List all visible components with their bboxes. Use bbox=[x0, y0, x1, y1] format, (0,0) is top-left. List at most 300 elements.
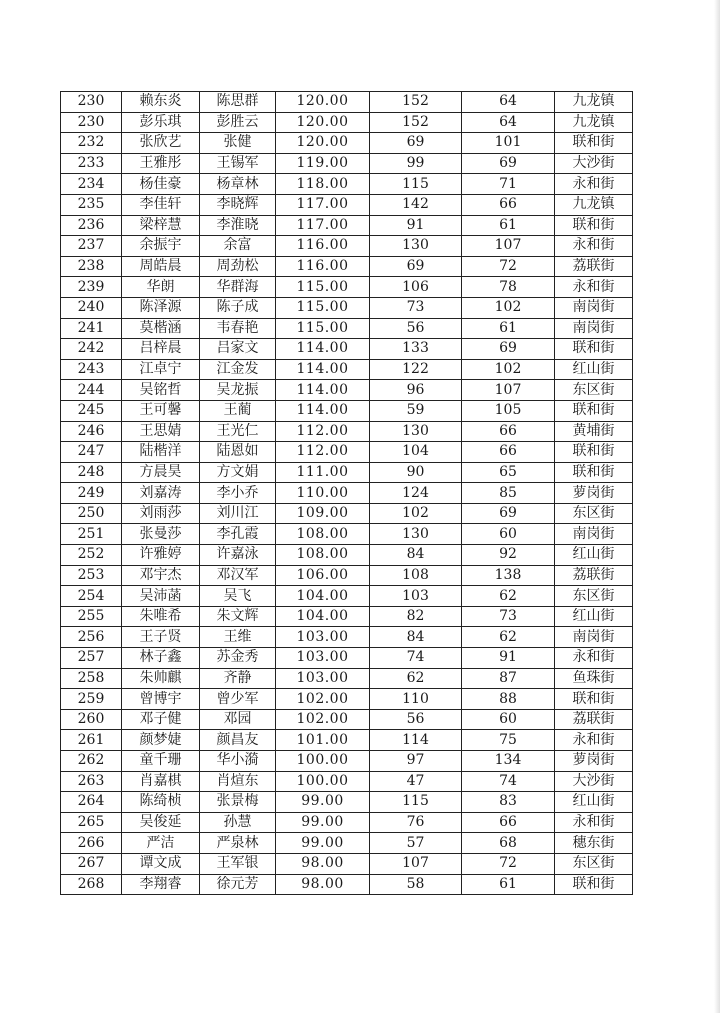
score-cell: 111.00 bbox=[276, 462, 370, 483]
score-cell: 103.00 bbox=[276, 627, 370, 648]
table-row bbox=[61, 668, 633, 689]
guardian-name-cell: 吴龙振 bbox=[200, 380, 276, 401]
table-row bbox=[61, 812, 633, 833]
value-b-cell: 101 bbox=[462, 133, 555, 154]
rank-cell: 238 bbox=[61, 256, 122, 277]
score-cell: 119.00 bbox=[276, 153, 370, 174]
table-row bbox=[61, 112, 633, 133]
value-b-cell: 66 bbox=[462, 812, 555, 833]
score-cell: 114.00 bbox=[276, 359, 370, 380]
score-cell: 120.00 bbox=[276, 133, 370, 154]
value-a-cell: 115 bbox=[370, 792, 462, 813]
value-b-cell: 87 bbox=[462, 668, 555, 689]
student-name-cell: 林子鑫 bbox=[122, 648, 200, 669]
table-row bbox=[61, 277, 633, 298]
rank-cell: 260 bbox=[61, 709, 122, 730]
value-b-cell: 62 bbox=[462, 586, 555, 607]
score-cell: 99.00 bbox=[276, 792, 370, 813]
ranking-table bbox=[60, 91, 633, 895]
student-name-cell: 张欣艺 bbox=[122, 133, 200, 154]
table-row bbox=[61, 92, 633, 113]
value-b-cell: 85 bbox=[462, 483, 555, 504]
guardian-name-cell: 杨章林 bbox=[200, 174, 276, 195]
value-a-cell: 59 bbox=[370, 400, 462, 421]
value-b-cell: 66 bbox=[462, 421, 555, 442]
street-cell: 永和街 bbox=[555, 174, 633, 195]
guardian-name-cell: 颜昌友 bbox=[200, 730, 276, 751]
score-cell: 98.00 bbox=[276, 853, 370, 874]
street-cell: 联和街 bbox=[555, 442, 633, 463]
table-row bbox=[61, 709, 633, 730]
rank-cell: 266 bbox=[61, 833, 122, 854]
street-cell: 九龙镇 bbox=[555, 92, 633, 113]
score-cell: 103.00 bbox=[276, 668, 370, 689]
value-b-cell: 68 bbox=[462, 833, 555, 854]
value-b-cell: 73 bbox=[462, 606, 555, 627]
guardian-name-cell: 刘川江 bbox=[200, 503, 276, 524]
street-cell: 萝岗街 bbox=[555, 483, 633, 504]
guardian-name-cell: 严泉林 bbox=[200, 833, 276, 854]
value-a-cell: 91 bbox=[370, 215, 462, 236]
score-cell: 115.00 bbox=[276, 297, 370, 318]
table-row bbox=[61, 153, 633, 174]
rank-cell: 236 bbox=[61, 215, 122, 236]
table-row bbox=[61, 730, 633, 751]
score-cell: 99.00 bbox=[276, 812, 370, 833]
value-b-cell: 66 bbox=[462, 194, 555, 215]
guardian-name-cell: 李淮晓 bbox=[200, 215, 276, 236]
rank-cell: 243 bbox=[61, 359, 122, 380]
value-b-cell: 105 bbox=[462, 400, 555, 421]
rank-cell: 249 bbox=[61, 483, 122, 504]
rank-cell: 264 bbox=[61, 792, 122, 813]
rank-cell: 265 bbox=[61, 812, 122, 833]
guardian-name-cell: 张景梅 bbox=[200, 792, 276, 813]
rank-cell: 253 bbox=[61, 565, 122, 586]
guardian-name-cell: 齐静 bbox=[200, 668, 276, 689]
rank-cell: 235 bbox=[61, 194, 122, 215]
rank-cell: 234 bbox=[61, 174, 122, 195]
guardian-name-cell: 陈子成 bbox=[200, 297, 276, 318]
value-a-cell: 106 bbox=[370, 277, 462, 298]
value-a-cell: 108 bbox=[370, 565, 462, 586]
rank-cell: 255 bbox=[61, 606, 122, 627]
guardian-name-cell: 肖煊东 bbox=[200, 771, 276, 792]
value-b-cell: 138 bbox=[462, 565, 555, 586]
guardian-name-cell: 华小漪 bbox=[200, 751, 276, 772]
table-row bbox=[61, 648, 633, 669]
score-cell: 114.00 bbox=[276, 339, 370, 360]
guardian-name-cell: 李孔霞 bbox=[200, 524, 276, 545]
value-b-cell: 64 bbox=[462, 112, 555, 133]
rank-cell: 232 bbox=[61, 133, 122, 154]
table-row bbox=[61, 133, 633, 154]
table-row bbox=[61, 689, 633, 710]
score-cell: 116.00 bbox=[276, 256, 370, 277]
rank-cell: 237 bbox=[61, 236, 122, 257]
student-name-cell: 赖东炎 bbox=[122, 92, 200, 113]
student-name-cell: 陆楷洋 bbox=[122, 442, 200, 463]
value-a-cell: 97 bbox=[370, 751, 462, 772]
score-cell: 114.00 bbox=[276, 380, 370, 401]
student-name-cell: 方晨昊 bbox=[122, 462, 200, 483]
street-cell: 联和街 bbox=[555, 874, 633, 895]
guardian-name-cell: 韦春艳 bbox=[200, 318, 276, 339]
value-a-cell: 130 bbox=[370, 421, 462, 442]
street-cell: 联和街 bbox=[555, 689, 633, 710]
score-cell: 117.00 bbox=[276, 194, 370, 215]
street-cell: 萝岗街 bbox=[555, 751, 633, 772]
street-cell: 红山街 bbox=[555, 545, 633, 566]
score-cell: 112.00 bbox=[276, 421, 370, 442]
score-cell: 115.00 bbox=[276, 277, 370, 298]
rank-cell: 252 bbox=[61, 545, 122, 566]
value-b-cell: 64 bbox=[462, 92, 555, 113]
street-cell: 永和街 bbox=[555, 648, 633, 669]
guardian-name-cell: 孙慧 bbox=[200, 812, 276, 833]
table-row bbox=[61, 256, 633, 277]
value-a-cell: 142 bbox=[370, 194, 462, 215]
guardian-name-cell: 许嘉泳 bbox=[200, 545, 276, 566]
street-cell: 荔联街 bbox=[555, 565, 633, 586]
value-a-cell: 90 bbox=[370, 462, 462, 483]
street-cell: 东区街 bbox=[555, 380, 633, 401]
value-b-cell: 134 bbox=[462, 751, 555, 772]
student-name-cell: 颜梦婕 bbox=[122, 730, 200, 751]
guardian-name-cell: 余富 bbox=[200, 236, 276, 257]
street-cell: 永和街 bbox=[555, 730, 633, 751]
value-b-cell: 91 bbox=[462, 648, 555, 669]
student-name-cell: 王可馨 bbox=[122, 400, 200, 421]
value-b-cell: 60 bbox=[462, 524, 555, 545]
value-a-cell: 115 bbox=[370, 174, 462, 195]
guardian-name-cell: 王蔺 bbox=[200, 400, 276, 421]
table-row bbox=[61, 359, 633, 380]
value-b-cell: 107 bbox=[462, 236, 555, 257]
guardian-name-cell: 曾少军 bbox=[200, 689, 276, 710]
rank-cell: 247 bbox=[61, 442, 122, 463]
value-b-cell: 69 bbox=[462, 153, 555, 174]
rank-cell: 242 bbox=[61, 339, 122, 360]
score-cell: 102.00 bbox=[276, 689, 370, 710]
street-cell: 红山街 bbox=[555, 606, 633, 627]
street-cell: 红山街 bbox=[555, 359, 633, 380]
value-a-cell: 56 bbox=[370, 709, 462, 730]
rank-cell: 250 bbox=[61, 503, 122, 524]
value-a-cell: 69 bbox=[370, 256, 462, 277]
score-cell: 104.00 bbox=[276, 586, 370, 607]
street-cell: 联和街 bbox=[555, 462, 633, 483]
score-cell: 120.00 bbox=[276, 112, 370, 133]
value-b-cell: 69 bbox=[462, 503, 555, 524]
student-name-cell: 陈泽源 bbox=[122, 297, 200, 318]
table-row bbox=[61, 215, 633, 236]
street-cell: 南岗街 bbox=[555, 627, 633, 648]
rank-cell: 245 bbox=[61, 400, 122, 421]
street-cell: 荔联街 bbox=[555, 256, 633, 277]
student-name-cell: 莫楷涵 bbox=[122, 318, 200, 339]
table-row bbox=[61, 565, 633, 586]
guardian-name-cell: 吕家文 bbox=[200, 339, 276, 360]
student-name-cell: 王子贤 bbox=[122, 627, 200, 648]
guardian-name-cell: 邓园 bbox=[200, 709, 276, 730]
table-row bbox=[61, 462, 633, 483]
guardian-name-cell: 江金发 bbox=[200, 359, 276, 380]
value-b-cell: 88 bbox=[462, 689, 555, 710]
street-cell: 联和街 bbox=[555, 133, 633, 154]
value-b-cell: 107 bbox=[462, 380, 555, 401]
student-name-cell: 邓子健 bbox=[122, 709, 200, 730]
street-cell: 南岗街 bbox=[555, 318, 633, 339]
table-row bbox=[61, 751, 633, 772]
score-cell: 100.00 bbox=[276, 751, 370, 772]
street-cell: 东区街 bbox=[555, 503, 633, 524]
value-b-cell: 83 bbox=[462, 792, 555, 813]
guardian-name-cell: 王维 bbox=[200, 627, 276, 648]
street-cell: 九龙镇 bbox=[555, 194, 633, 215]
rank-cell: 244 bbox=[61, 380, 122, 401]
value-b-cell: 65 bbox=[462, 462, 555, 483]
guardian-name-cell: 苏金秀 bbox=[200, 648, 276, 669]
student-name-cell: 梁梓慧 bbox=[122, 215, 200, 236]
table-row bbox=[61, 545, 633, 566]
value-a-cell: 69 bbox=[370, 133, 462, 154]
rank-cell: 258 bbox=[61, 668, 122, 689]
score-cell: 109.00 bbox=[276, 503, 370, 524]
value-a-cell: 47 bbox=[370, 771, 462, 792]
guardian-name-cell: 王光仁 bbox=[200, 421, 276, 442]
guardian-name-cell: 王锡军 bbox=[200, 153, 276, 174]
student-name-cell: 邓宇杰 bbox=[122, 565, 200, 586]
value-a-cell: 58 bbox=[370, 874, 462, 895]
student-name-cell: 陈绮桢 bbox=[122, 792, 200, 813]
rank-cell: 233 bbox=[61, 153, 122, 174]
table-row bbox=[61, 174, 633, 195]
score-cell: 108.00 bbox=[276, 524, 370, 545]
student-name-cell: 肖嘉棋 bbox=[122, 771, 200, 792]
table-row bbox=[61, 792, 633, 813]
guardian-name-cell: 陈思群 bbox=[200, 92, 276, 113]
value-b-cell: 92 bbox=[462, 545, 555, 566]
score-cell: 103.00 bbox=[276, 648, 370, 669]
student-name-cell: 吕梓晨 bbox=[122, 339, 200, 360]
student-name-cell: 李翔睿 bbox=[122, 874, 200, 895]
value-a-cell: 102 bbox=[370, 503, 462, 524]
table-row bbox=[61, 318, 633, 339]
student-name-cell: 吴沛菡 bbox=[122, 586, 200, 607]
value-b-cell: 60 bbox=[462, 709, 555, 730]
guardian-name-cell: 徐元芳 bbox=[200, 874, 276, 895]
value-a-cell: 103 bbox=[370, 586, 462, 607]
street-cell: 南岗街 bbox=[555, 524, 633, 545]
table-row bbox=[61, 380, 633, 401]
ranking-table-body bbox=[61, 92, 633, 895]
street-cell: 大沙街 bbox=[555, 771, 633, 792]
street-cell: 红山街 bbox=[555, 792, 633, 813]
value-a-cell: 96 bbox=[370, 380, 462, 401]
student-name-cell: 周皓晨 bbox=[122, 256, 200, 277]
student-name-cell: 朱帅麒 bbox=[122, 668, 200, 689]
table-row bbox=[61, 606, 633, 627]
table-row bbox=[61, 421, 633, 442]
score-cell: 100.00 bbox=[276, 771, 370, 792]
student-name-cell: 华朗 bbox=[122, 277, 200, 298]
student-name-cell: 严洁 bbox=[122, 833, 200, 854]
rank-cell: 246 bbox=[61, 421, 122, 442]
value-b-cell: 69 bbox=[462, 339, 555, 360]
rank-cell: 268 bbox=[61, 874, 122, 895]
rank-cell: 257 bbox=[61, 648, 122, 669]
value-b-cell: 74 bbox=[462, 771, 555, 792]
table-row bbox=[61, 400, 633, 421]
value-a-cell: 76 bbox=[370, 812, 462, 833]
student-name-cell: 张曼莎 bbox=[122, 524, 200, 545]
value-a-cell: 130 bbox=[370, 524, 462, 545]
rank-cell: 259 bbox=[61, 689, 122, 710]
score-cell: 118.00 bbox=[276, 174, 370, 195]
value-a-cell: 84 bbox=[370, 545, 462, 566]
student-name-cell: 刘嘉涛 bbox=[122, 483, 200, 504]
value-b-cell: 61 bbox=[462, 318, 555, 339]
value-a-cell: 73 bbox=[370, 297, 462, 318]
value-a-cell: 82 bbox=[370, 606, 462, 627]
table-row bbox=[61, 297, 633, 318]
table-row bbox=[61, 627, 633, 648]
value-b-cell: 78 bbox=[462, 277, 555, 298]
score-cell: 110.00 bbox=[276, 483, 370, 504]
street-cell: 黄埔街 bbox=[555, 421, 633, 442]
score-cell: 114.00 bbox=[276, 400, 370, 421]
page-edge-shadow bbox=[714, 0, 720, 1013]
student-name-cell: 王思婧 bbox=[122, 421, 200, 442]
table-row bbox=[61, 874, 633, 895]
value-a-cell: 107 bbox=[370, 853, 462, 874]
rank-cell: 230 bbox=[61, 112, 122, 133]
value-a-cell: 74 bbox=[370, 648, 462, 669]
value-a-cell: 62 bbox=[370, 668, 462, 689]
table-row bbox=[61, 586, 633, 607]
value-a-cell: 84 bbox=[370, 627, 462, 648]
table-row bbox=[61, 236, 633, 257]
value-a-cell: 152 bbox=[370, 112, 462, 133]
guardian-name-cell: 彭胜云 bbox=[200, 112, 276, 133]
score-cell: 116.00 bbox=[276, 236, 370, 257]
value-b-cell: 62 bbox=[462, 627, 555, 648]
rank-cell: 256 bbox=[61, 627, 122, 648]
street-cell: 鱼珠街 bbox=[555, 668, 633, 689]
score-cell: 120.00 bbox=[276, 92, 370, 113]
rank-cell: 262 bbox=[61, 751, 122, 772]
student-name-cell: 王雅彤 bbox=[122, 153, 200, 174]
table-row bbox=[61, 194, 633, 215]
guardian-name-cell: 李晓辉 bbox=[200, 194, 276, 215]
table-row bbox=[61, 483, 633, 504]
rank-cell: 239 bbox=[61, 277, 122, 298]
street-cell: 东区街 bbox=[555, 853, 633, 874]
value-a-cell: 56 bbox=[370, 318, 462, 339]
score-cell: 99.00 bbox=[276, 833, 370, 854]
value-a-cell: 133 bbox=[370, 339, 462, 360]
table-row bbox=[61, 833, 633, 854]
table-row bbox=[61, 853, 633, 874]
student-name-cell: 李佳轩 bbox=[122, 194, 200, 215]
street-cell: 永和街 bbox=[555, 236, 633, 257]
rank-cell: 240 bbox=[61, 297, 122, 318]
rank-cell: 241 bbox=[61, 318, 122, 339]
table-row bbox=[61, 524, 633, 545]
value-a-cell: 152 bbox=[370, 92, 462, 113]
student-name-cell: 江卓宁 bbox=[122, 359, 200, 380]
value-a-cell: 99 bbox=[370, 153, 462, 174]
street-cell: 东区街 bbox=[555, 586, 633, 607]
rank-cell: 263 bbox=[61, 771, 122, 792]
value-b-cell: 61 bbox=[462, 215, 555, 236]
value-b-cell: 75 bbox=[462, 730, 555, 751]
street-cell: 南岗街 bbox=[555, 297, 633, 318]
student-name-cell: 谭文成 bbox=[122, 853, 200, 874]
student-name-cell: 许雅婷 bbox=[122, 545, 200, 566]
value-b-cell: 72 bbox=[462, 853, 555, 874]
student-name-cell: 吴铭哲 bbox=[122, 380, 200, 401]
value-b-cell: 61 bbox=[462, 874, 555, 895]
table-row bbox=[61, 771, 633, 792]
value-a-cell: 104 bbox=[370, 442, 462, 463]
value-b-cell: 71 bbox=[462, 174, 555, 195]
guardian-name-cell: 陆恩如 bbox=[200, 442, 276, 463]
street-cell: 联和街 bbox=[555, 400, 633, 421]
score-cell: 117.00 bbox=[276, 215, 370, 236]
value-a-cell: 124 bbox=[370, 483, 462, 504]
street-cell: 联和街 bbox=[555, 339, 633, 360]
guardian-name-cell: 方文娟 bbox=[200, 462, 276, 483]
value-a-cell: 114 bbox=[370, 730, 462, 751]
table-row bbox=[61, 503, 633, 524]
student-name-cell: 余振宇 bbox=[122, 236, 200, 257]
guardian-name-cell: 朱文辉 bbox=[200, 606, 276, 627]
table-row bbox=[61, 339, 633, 360]
guardian-name-cell: 华群海 bbox=[200, 277, 276, 298]
guardian-name-cell: 周劲松 bbox=[200, 256, 276, 277]
score-cell: 115.00 bbox=[276, 318, 370, 339]
value-a-cell: 110 bbox=[370, 689, 462, 710]
value-a-cell: 130 bbox=[370, 236, 462, 257]
guardian-name-cell: 吴飞 bbox=[200, 586, 276, 607]
guardian-name-cell: 李小乔 bbox=[200, 483, 276, 504]
student-name-cell: 杨佳豪 bbox=[122, 174, 200, 195]
score-cell: 108.00 bbox=[276, 545, 370, 566]
rank-cell: 254 bbox=[61, 586, 122, 607]
student-name-cell: 刘雨莎 bbox=[122, 503, 200, 524]
guardian-name-cell: 王军银 bbox=[200, 853, 276, 874]
table-row bbox=[61, 442, 633, 463]
student-name-cell: 吴俊延 bbox=[122, 812, 200, 833]
rank-cell: 261 bbox=[61, 730, 122, 751]
score-cell: 102.00 bbox=[276, 709, 370, 730]
rank-cell: 230 bbox=[61, 92, 122, 113]
value-b-cell: 102 bbox=[462, 359, 555, 380]
street-cell: 九龙镇 bbox=[555, 112, 633, 133]
rank-cell: 267 bbox=[61, 853, 122, 874]
value-a-cell: 122 bbox=[370, 359, 462, 380]
value-b-cell: 102 bbox=[462, 297, 555, 318]
street-cell: 大沙街 bbox=[555, 153, 633, 174]
street-cell: 荔联街 bbox=[555, 709, 633, 730]
value-b-cell: 66 bbox=[462, 442, 555, 463]
rank-cell: 248 bbox=[61, 462, 122, 483]
guardian-name-cell: 张健 bbox=[200, 133, 276, 154]
rank-cell: 251 bbox=[61, 524, 122, 545]
student-name-cell: 朱唯希 bbox=[122, 606, 200, 627]
